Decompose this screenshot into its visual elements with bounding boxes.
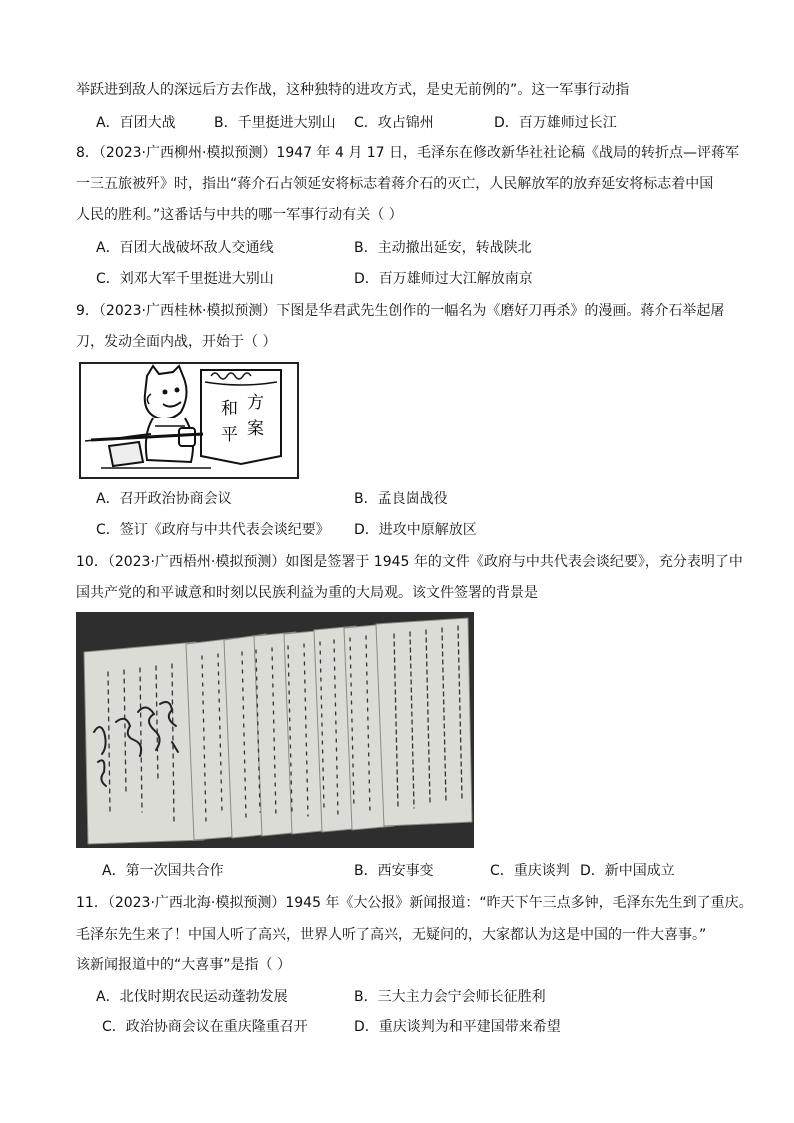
cartoon-drawing [81, 364, 297, 477]
cartoon-word-fang: 方 [247, 393, 264, 413]
q7-option-d[interactable]: D．百万雄师过长江 [494, 115, 617, 131]
q10-option-a[interactable]: A．第一次国共合作 [102, 863, 224, 879]
q11-option-b[interactable]: B．三大主力会宁会师长征胜利 [354, 989, 546, 1005]
q8-option-d[interactable]: D．百万雄师过大江解放南京 [354, 271, 533, 287]
cartoon-word-he: 和 [221, 399, 238, 419]
cartoon-word-ping: 平 [221, 425, 238, 445]
q10-line-2: 国共产党的和平诚意和时刻以民族利益为重的大局观。该文件签署的背景是 [76, 585, 538, 601]
cartoon-figure [79, 362, 299, 479]
q9-option-c[interactable]: C．签订《政府与中共代表会谈纪要》 [96, 522, 330, 538]
q7-option-a[interactable]: A．百团大战 [96, 115, 176, 131]
q11-line-2: 毛泽东先生来了！中国人听了高兴，世界人听了高兴，无疑问的，大家都认为这是中国的一件大喜事。” [76, 927, 707, 943]
q10-option-b[interactable]: B．西安事变 [354, 863, 434, 879]
q8-line-3: 人民的胜利。”这番话与中共的哪一军事行动有关（ ） [76, 207, 403, 223]
q11-line-1: 11．（2023·广西北海·模拟预测）1945 年《大公报》新闻报道：“昨天下午三点多钟，毛泽东先生到了重庆。 [76, 895, 753, 911]
q11-option-d[interactable]: D．重庆谈判为和平建国带来希望 [354, 1019, 561, 1035]
q8-option-b[interactable]: B．主动撤出延安，转战陕北 [354, 240, 532, 256]
q8-line-1: 8．（2023·广西柳州·模拟预测）1947 年 4 月 17 日，毛泽东在修改新华社社论稿《战局的转折点—评蒋军 [76, 145, 740, 161]
document-pages-drawing [76, 612, 474, 848]
q7-text: 举跃进到敌人的深远后方去作战，这种独特的进攻方式，是史无前例的”。这一军事行动指 [76, 82, 630, 98]
q8-option-a[interactable]: A．百团大战破坏敌人交通线 [96, 240, 274, 256]
q9-line-2: 刀，发动全面内战，开始于（ ） [76, 334, 277, 350]
q10-option-d[interactable]: D．新中国成立 [580, 863, 675, 879]
q9-option-d[interactable]: D．进攻中原解放区 [354, 522, 477, 538]
q10-line-1: 10．（2023·广西梧州·模拟预测）如图是签署于 1945 年的文件《政府与中共代表会谈纪要》，充分表明了中 [76, 554, 743, 570]
q7-option-b[interactable]: B．千里挺进大别山 [214, 115, 336, 131]
q11-option-c[interactable]: C．政治协商会议在重庆隆重召开 [102, 1019, 308, 1035]
q9-option-a[interactable]: A．召开政治协商会议 [96, 491, 232, 507]
q9-line-1: 9．（2023·广西桂林·模拟预测）下图是华君武先生创作的一幅名为《磨好刀再杀》的漫画。蒋介石举起屠 [76, 303, 725, 319]
q10-option-c[interactable]: C．重庆谈判 [490, 863, 570, 879]
cartoon-word-an: 案 [247, 419, 264, 439]
q8-option-c[interactable]: C．刘邓大军千里挺进大别山 [96, 271, 274, 287]
q8-line-2: 一三五旅被歼》时，指出“蒋介石占领延安将标志着蒋介石的灭亡，人民解放军的放弃延安将标志着中国 [76, 176, 714, 192]
q11-option-a[interactable]: A．北伐时期农民运动蓬勃发展 [96, 989, 288, 1005]
document-photo [76, 612, 474, 848]
q11-line-3: 该新闻报道中的“大喜事”是指（ ） [76, 957, 291, 973]
q7-option-c[interactable]: C．攻占锦州 [354, 115, 434, 131]
q9-option-b[interactable]: B．孟良崮战役 [354, 491, 448, 507]
